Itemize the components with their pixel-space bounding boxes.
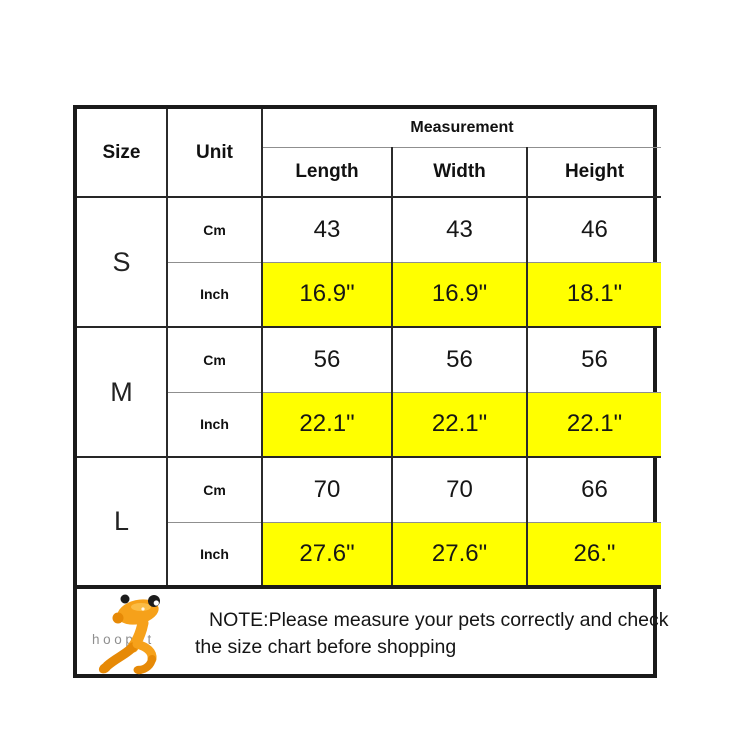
- size-chart-table: [73, 105, 669, 678]
- cell-l-inch-height: 26.": [527, 522, 661, 587]
- cell-s-inch-width: 16.9": [392, 262, 527, 327]
- unit-cm-label: Cm: [167, 327, 262, 392]
- unit-inch-label: Inch: [167, 262, 262, 327]
- cell-l-inch-length: 27.6": [262, 522, 392, 587]
- unit-cm-label: Cm: [167, 457, 262, 522]
- size-column-header: Size: [77, 109, 167, 197]
- note-text: [195, 607, 669, 661]
- footer-note-section: [77, 589, 669, 679]
- cell-m-cm-length: 56: [262, 327, 392, 392]
- unit-inch-label: Inch: [167, 522, 262, 587]
- cell-s-cm-length: 43: [262, 197, 392, 262]
- cell-m-inch-width: 22.1": [392, 392, 527, 457]
- size-l-label: L: [77, 457, 167, 587]
- logo-dog-ear-left: [121, 595, 130, 604]
- hoopet-logo: [91, 592, 189, 676]
- cell-l-cm-width: 70: [392, 457, 527, 522]
- logo-dog-nose: [113, 613, 124, 624]
- cell-l-inch-width: 27.6": [392, 522, 527, 587]
- cell-m-cm-width: 56: [392, 327, 527, 392]
- cell-s-inch-length: 16.9": [262, 262, 392, 327]
- length-column-header: Length: [262, 147, 392, 197]
- cell-s-cm-width: 43: [392, 197, 527, 262]
- cell-l-cm-length: 70: [262, 457, 392, 522]
- unit-inch-label: Inch: [167, 392, 262, 457]
- logo-dog-ear-right: [148, 595, 160, 607]
- size-s-label: S: [77, 197, 167, 327]
- measurement-group-header: Measurement: [410, 118, 514, 136]
- unit-cm-label: Cm: [167, 197, 262, 262]
- cell-s-inch-height: 18.1": [527, 262, 661, 327]
- cell-m-cm-height: 56: [527, 327, 661, 392]
- unit-column-header: Unit: [167, 109, 262, 197]
- cell-l-cm-height: 66: [527, 457, 661, 522]
- cell-s-cm-height: 46: [527, 197, 661, 262]
- height-column-header: Height: [527, 147, 661, 197]
- cell-m-inch-length: 22.1": [262, 392, 392, 457]
- width-column-header: Width: [392, 147, 527, 197]
- logo-text: hoopet: [92, 632, 155, 647]
- note-line-1: NOTE:Please measure your pets correctly and check: [209, 609, 669, 631]
- size-m-label: M: [77, 327, 167, 457]
- note-line-2: the size chart before shopping: [195, 636, 457, 658]
- cell-m-inch-height: 22.1": [527, 392, 661, 457]
